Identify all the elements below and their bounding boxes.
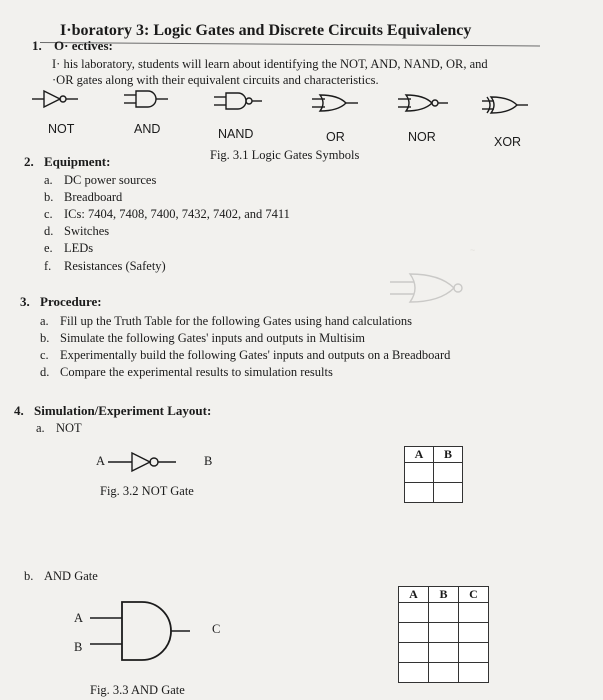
fig-3-1-caption: Fig. 3.1 Logic Gates Symbols [210,148,360,162]
not-input-label: A [96,454,106,468]
and-gate-symbol-icon [122,88,182,110]
not-truth-table [404,446,463,503]
not-table-cell[interactable] [405,483,434,503]
nand-gate-symbol-icon [212,90,272,112]
title-underline [40,42,540,46]
not-table-cell[interactable] [405,463,434,483]
not-section-title: NOT [56,421,82,435]
procedure-item-b: Simulate the following Gates' inputs and outputs in Multisim [60,331,366,345]
layout-heading: Simulation/Experiment Layout: [34,403,212,418]
procedure-marker-b: b. [40,331,50,345]
and-table-cell[interactable] [399,623,429,643]
objectives-number: 1. [32,38,42,53]
and-table-cell[interactable] [429,603,459,623]
fig-3-2-caption: Fig. 3.2 NOT Gate [100,484,194,498]
and-table-cell[interactable] [429,643,459,663]
layout-number: 4. [14,403,24,418]
and-table-cell[interactable] [399,663,429,683]
xor-label: XOR [494,135,522,149]
not-table-cell[interactable] [434,463,463,483]
objectives-heading: O· ectives: [54,38,113,53]
not-section-marker: a. [36,421,45,435]
equipment-marker-d: d. [44,224,54,238]
and-table-cell[interactable] [459,663,489,683]
and-table-header-b: B [429,587,459,603]
equipment-marker-f: f. [44,259,52,273]
not-output-label: B [204,454,213,468]
equipment-item-d: Switches [64,224,110,238]
procedure-marker-c: c. [40,348,49,362]
show-through-mark: ~ [470,245,476,255]
and-table-cell[interactable] [429,663,459,683]
and-gate-diagram-icon [90,598,210,662]
and-label: AND [134,122,161,136]
xor-gate-symbol-icon [480,94,540,116]
not-table-header-b: B [434,447,463,463]
equipment-heading: Equipment: [44,154,111,169]
nor-gate-symbol-icon [396,92,456,114]
and-truth-table [398,586,489,683]
show-through-gate-icon [390,268,480,308]
fig-3-3-caption: Fig. 3.3 AND Gate [90,683,185,697]
not-gate-diagram-icon [108,450,198,474]
procedure-item-c: Experimentally build the following Gates' inputs and outputs on a Breadboard [60,348,451,362]
and-section-marker: b. [24,569,34,583]
equipment-item-c: ICs: 7404, 7408, 7400, 7432, 7402, and 7411 [64,207,290,221]
not-gate-symbol-icon [30,88,80,110]
page-title: I·boratory 3: Logic Gates and Discrete Circuits Equivalency [60,22,472,39]
and-table-header-c: C [459,587,489,603]
and-table-cell[interactable] [399,643,429,663]
equipment-item-a: DC power sources [64,173,157,187]
objectives-line-2: ·OR gates along with their equivalent circuits and characteristics. [52,73,379,87]
procedure-marker-d: d. [40,365,50,379]
equipment-item-b: Breadboard [64,190,123,204]
not-table-header-a: A [405,447,434,463]
equipment-marker-a: a. [44,173,53,187]
and-table-cell[interactable] [429,623,459,643]
and-input-b-label: B [74,640,83,654]
and-output-label: C [212,622,221,636]
equipment-item-f: Resistances (Safety) [64,259,166,273]
nand-label: NAND [218,127,254,141]
equipment-marker-e: e. [44,241,53,255]
and-section-title: AND Gate [44,569,98,583]
and-table-cell[interactable] [459,603,489,623]
not-label: NOT [48,122,75,136]
objectives-line-1: I· his laboratory, students will learn about identifying the NOT, AND, NAND, OR, and [52,57,488,71]
procedure-item-d: Compare the experimental results to simulation results [60,365,333,379]
not-table-cell[interactable] [434,483,463,503]
procedure-marker-a: a. [40,314,49,328]
and-table-cell[interactable] [459,623,489,643]
equipment-marker-c: c. [44,207,53,221]
equipment-number: 2. [24,154,34,169]
or-gate-symbol-icon [310,92,370,114]
and-table-cell[interactable] [399,603,429,623]
or-label: OR [326,130,345,144]
and-table-header-a: A [399,587,429,603]
and-input-a-label: A [74,611,84,625]
nor-label: NOR [408,130,436,144]
and-table-cell[interactable] [459,643,489,663]
equipment-marker-b: b. [44,190,54,204]
equipment-item-e: LEDs [64,241,94,255]
procedure-heading: Procedure: [40,294,102,309]
procedure-item-a: Fill up the Truth Table for the following Gates using hand calculations [60,314,412,328]
procedure-number: 3. [20,294,30,309]
